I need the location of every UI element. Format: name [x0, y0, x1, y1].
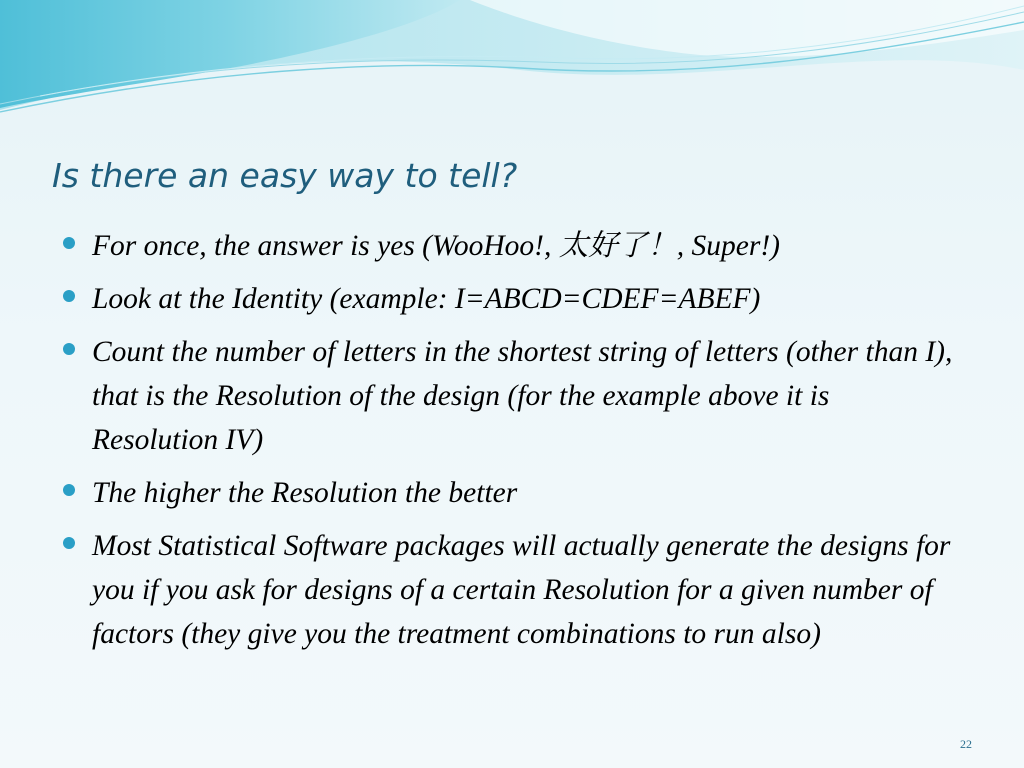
bullet-dot-icon: [63, 343, 75, 355]
slide-title: Is there an easy way to tell?: [52, 156, 518, 195]
bullet-item: [62, 330, 962, 462]
bullet-item: [62, 224, 962, 268]
bullet-text: Count the number of letters in the shortest string of letters (other than I), that is the Resolution of the design (for the example above it is Resolution IV): [92, 336, 953, 456]
bullet-dot-icon: [63, 537, 75, 549]
bullet-item: [62, 524, 962, 656]
bullet-dot-icon: [63, 237, 75, 249]
bullet-dot-icon: [63, 484, 75, 496]
bullet-item: [62, 277, 962, 321]
bullet-item: [62, 471, 962, 515]
bullet-dot-icon: [63, 290, 75, 302]
bullet-text: Most Statistical Software packages will actually generate the designs for you if you ask for designs of a certain Resolution for a given number of factors (they give you the treatment combinations to run also): [92, 530, 951, 650]
wave-header-decoration: [0, 0, 1024, 130]
bullet-text: The higher the Resolution the better: [92, 477, 518, 509]
bullet-text: For once, the answer is yes (WooHoo!, 太好了！, Super!): [92, 230, 780, 262]
bullet-text: Look at the Identity (example: I=ABCD=CDEF=ABEF): [92, 283, 761, 315]
bullet-list: [62, 224, 962, 665]
slide-number: 22: [960, 737, 972, 751]
